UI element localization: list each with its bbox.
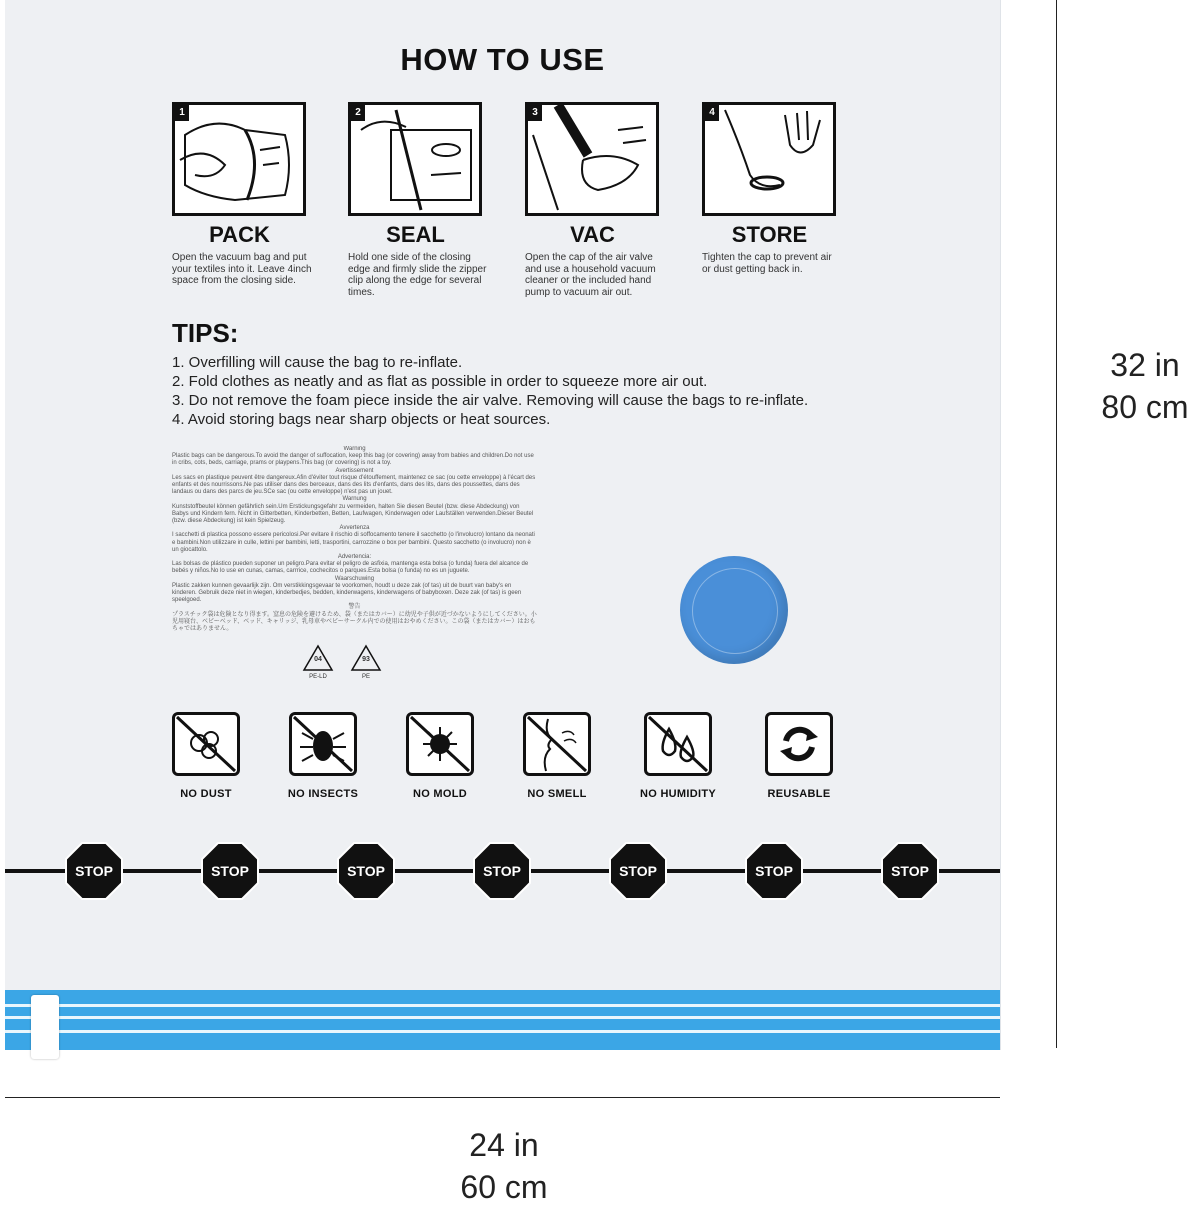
- pack-illustration: 1: [172, 102, 306, 216]
- stop-sign: STOP: [881, 842, 939, 900]
- tip-item: 4. Avoid storing bags near sharp objects or heat sources.: [172, 411, 551, 428]
- tip-item: 2. Fold clothes as neatly and as flat as possible in order to squeeze more air out.: [172, 373, 708, 390]
- step-description: Hold one side of the closing edge and firmly slide the zipper clip along the edge for several times.: [348, 252, 487, 298]
- air-valve: [680, 556, 788, 664]
- step-label: VAC: [570, 222, 615, 247]
- no-humidity-icon: [644, 712, 712, 776]
- step-pack: [172, 102, 347, 287]
- no-mold-icon: [406, 712, 474, 776]
- tip-item: 1. Overfilling will cause the bag to re-inflate.: [172, 354, 463, 371]
- feature-no-dust: NO DUST: [146, 712, 266, 800]
- feature-reusable: REUSABLE: [739, 712, 859, 800]
- stop-sign: STOP: [745, 842, 803, 900]
- stop-sign: STOP: [609, 842, 667, 900]
- step-description: Open the vacuum bag and put your textiles into it. Leave 4inch space from the closing side.: [172, 252, 312, 286]
- vac-illustration: 3: [525, 102, 659, 216]
- step-vac: [525, 102, 700, 298]
- feature-no-smell: NO SMELL: [497, 712, 617, 800]
- step-store: [702, 102, 877, 275]
- tips-heading: TIPS:: [172, 318, 239, 348]
- reusable-icon: [765, 712, 833, 776]
- no-insects-icon: [289, 712, 357, 776]
- no-smell-icon: [523, 712, 591, 776]
- tip-item: 3. Do not remove the foam piece inside the air valve. Removing will cause the bags to re-inflate.: [172, 392, 809, 409]
- step-label: STORE: [731, 222, 808, 247]
- no-dust-icon: [172, 712, 240, 776]
- recycle-mark-pe-ld: 04 PE-LD: [298, 644, 338, 680]
- feature-no-mold: NO MOLD: [380, 712, 500, 800]
- step-label: PACK: [209, 222, 270, 247]
- seal-illustration: 2: [348, 102, 482, 216]
- width-dimension-line: [5, 1097, 1000, 1098]
- stop-sign: STOP: [337, 842, 395, 900]
- feature-no-insects: NO INSECTS: [263, 712, 383, 800]
- step-description: Open the cap of the air valve and use a household vacuum cleaner or the included hand pump to vacuum air out.: [525, 252, 656, 298]
- zipper-seal: [5, 990, 1000, 1050]
- stop-sign: STOP: [65, 842, 123, 900]
- height-dimension-label: 32 in 80 cm: [1101, 347, 1189, 425]
- stop-sign: STOP: [201, 842, 259, 900]
- feature-no-humidity: NO HUMIDITY: [618, 712, 738, 800]
- step-seal: [348, 102, 523, 298]
- recycle-mark-pe: 93 PE: [346, 644, 386, 680]
- width-dimension-label: 24 in 60 cm: [460, 1127, 548, 1205]
- store-illustration: 4: [702, 102, 836, 216]
- step-description: Tighten the cap to prevent air or dust getting back in.: [702, 252, 832, 275]
- zipper-slider[interactable]: [31, 995, 59, 1059]
- tips-list: [172, 353, 808, 429]
- page-title: HOW TO USE: [400, 42, 605, 77]
- stop-sign: STOP: [473, 842, 531, 900]
- step-label: SEAL: [386, 222, 445, 247]
- height-dimension-line: [1056, 0, 1057, 1048]
- warning-text-block: Warning Plastic bags can be dangerous.To avoid the danger of suffocation, keep this bag (or covering) away from babies and children.Do not use in cribs, cots, beds, carriage, prams or playpens.This bag (or covering) is not a toy. Avertissement Les sacs en plastique peuvent être dangereux.Afin d'éviter tout risque d'étouffement, maintenez ce sac (ou cette enveloppe) à l'écart des enfants et des nourrissons.Ne pas utiliser dans des berceaux, dans des lits d'enfants, dans des lits, dans des poussettes, dans des landaus ou dans des parcs de jeu.SCe sac (ou cette enveloppe) n'est pas un jouet. Warnung Kunststoffbeutel können gefährlich sein.Um Erstickungsgefahr zu vermeiden, halten Sie diesen Beutel (bzw. diese Abdeckung) von Babys und Kindern fern. Nicht in Gitterbetten, Kinderbetten, Betten, Laufwagen, Kinderwagen oder Laufställen verwenden.Dieser Beutel (bzw. diese Abdeckung) ist kein Spielzeug. Avvertenza I sacchetti di plastica possono essere pericolosi.Per evitare il rischio di soffocamento tenere il sacchetto (o l'involucro) lontano da neonati e bambini.Non utilizzare in culle, lettini per bambini, letti, trasportini, carrozzine o box per bambini. Questo sacchetto (o involucro) non è un giocattolo. Advertencia: Las bolsas de plástico pueden suponer un peligro.Para evitar el peligro de asfixia, mantenga esta bolsa (o funda) fuera del alcance de bebés y niños.No lo use en cunas, camas, carrrice, cochecitos o parques.Esta bolsa (o funda) no es un juguete. Waarschuwing Plastic zakken kunnen gevaarlijk zijn. Om verstikkingsgevaar te voorkomen, houdt u deze zak (of tas) uit de buurt van baby's en kinderen. Gebruik deze niet in wiegen, kinderbedjes, bedden, kinderwagens, kinderwagens of babyboxen. Deze zak (of tas) is geen speelgoed. 警告 プラスチック袋は危険となり得ます。窒息の危険を避けるため、袋（またはカバー）に幼児や子供が近づかないようにしてください。小児用寝台、ベビーベッド、ベッド、キャリッジ、乳母車やベビーサークル内での使用はおやめください。この袋（またはカバー）はおもちゃではありません。: [172, 446, 537, 633]
